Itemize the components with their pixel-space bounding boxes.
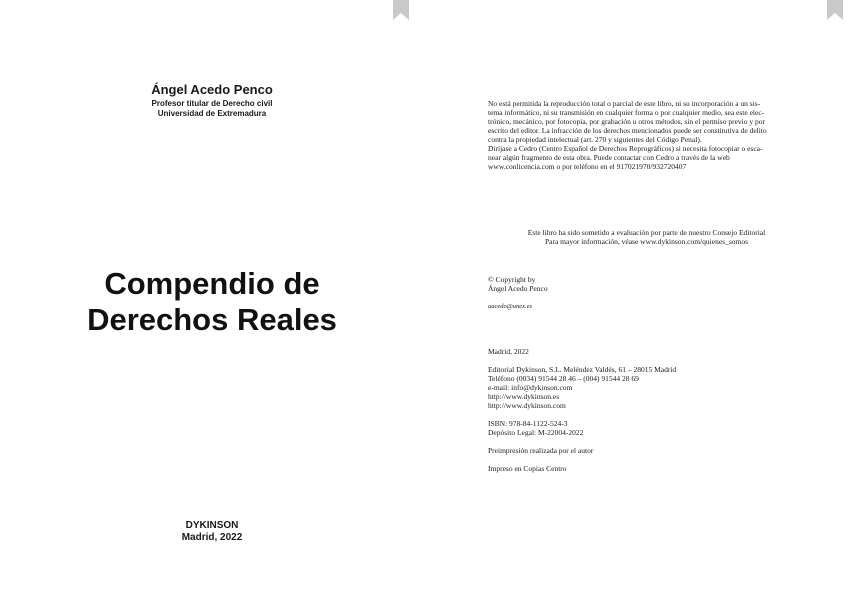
book-title: [0, 266, 424, 338]
title-line-1: Compendio de: [104, 266, 320, 301]
copyright-line-1: © Copyright by: [488, 275, 536, 284]
rights-line: trónico, mecánico, por fotocopia, por grabación u otros métodos, sin el permiso previo y por: [488, 117, 766, 126]
author-position: Profesor titular de Derecho civil: [151, 99, 273, 108]
evaluation-line-1: Este libro ha sido sometido a evaluación por parte de nuestro Consejo Editorial: [527, 228, 766, 237]
rights-line: No está permitida la reproducción total o parcial de este libro, ni su incorporación a un sis-: [488, 99, 761, 108]
bookmark-icon[interactable]: [827, 0, 843, 20]
editorial-phone: Teléfono (0034) 91544 28 46 – (004) 91544 28 69: [488, 374, 639, 383]
legal-deposit: Depósito Legal: M-22004-2022: [488, 428, 584, 437]
editorial-email: e-mail: info@dykinson.com: [488, 383, 573, 392]
publisher-block: [0, 520, 424, 544]
author-block: [0, 82, 424, 119]
rights-line: tema informático, ni su transmisión en cualquier forma o por cualquier medio, sea este elec-: [488, 108, 765, 117]
editorial-url-com: http://www.dykinson.com: [488, 401, 566, 410]
rights-line: www.conlicencia.com o por teléfono en el 917021970/932720407: [488, 162, 687, 171]
rights-line: Diríjase a Cedro (Centro Español de Derechos Reprográficos) si necesita fotocopiar o esca-: [488, 144, 763, 153]
publisher-name: DYKINSON: [185, 520, 239, 531]
author-name: Ángel Acedo Penco: [151, 82, 273, 97]
evaluation-notice: [488, 228, 805, 246]
publication-info: [488, 347, 808, 473]
rights-line: near algún fragmento de esta obra. Puede contactar con Cedro a través de la web: [488, 153, 730, 162]
copyright-block: [488, 275, 548, 293]
isbn: ISBN: 978-84-1122-524-3: [488, 419, 568, 428]
right-page: [424, 0, 848, 606]
editorial-address: Editorial Dykinson, S.L. Meléndez Valdés, 61 – 28015 Madrid: [488, 365, 677, 374]
bookmark-icon[interactable]: [393, 0, 409, 20]
rights-line: contra la propiedad intelectual (art. 270 y siguientes del Código Penal).: [488, 135, 702, 144]
author-email: aacedo@unex.es: [488, 303, 533, 310]
publication-date: Madrid, 2022: [488, 347, 529, 356]
editorial-url-es: http://www.dykinson.es: [488, 392, 560, 401]
author-affiliation: Universidad de Extremadura: [157, 109, 267, 118]
evaluation-line-2: Para mayor información, véase www.dykinson.com/quienes_somos: [544, 237, 748, 246]
printed-at: Impreso en Copias Centro: [488, 464, 567, 473]
rights-line: escrito del editor. La infracción de los derechos mencionados puede ser constitutiva de delito: [488, 126, 767, 135]
preprint-note: Preimpresión realizada por el autor: [488, 446, 594, 455]
copyright-holder: Ángel Acedo Penco: [488, 284, 548, 293]
rights-notice: [488, 99, 805, 171]
title-line-2: Derechos Reales: [87, 302, 337, 337]
publication-place-year: Madrid, 2022: [181, 532, 243, 543]
